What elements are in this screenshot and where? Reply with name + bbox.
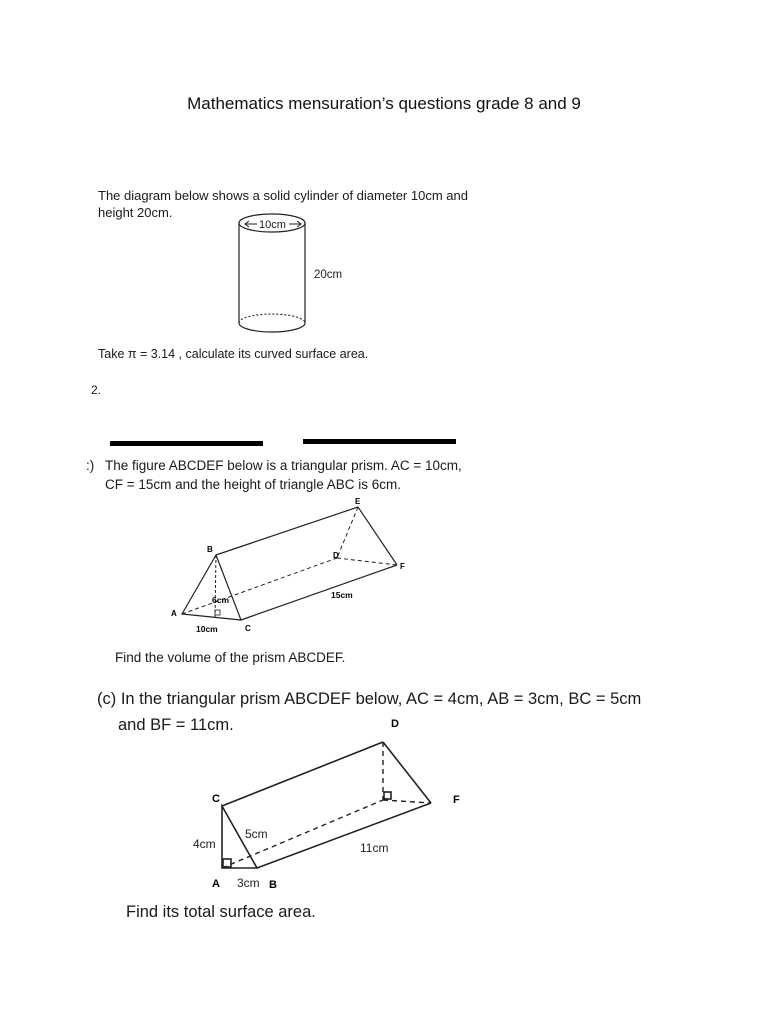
base-10cm-label: 10cm bbox=[196, 624, 218, 634]
label-c2: C bbox=[212, 793, 220, 805]
q3-text-line1: (c) In the triangular prism ABCDEF below, AC = 4cm, AB = 3cm, BC = 5cm bbox=[97, 690, 642, 708]
divider-left bbox=[110, 441, 263, 446]
triangular-prism-diagram-2 bbox=[185, 715, 475, 895]
q2-question: Find the volume of the prism ABCDEF. bbox=[115, 650, 346, 665]
height-label: 20cm bbox=[314, 269, 343, 281]
q3-text-line2: and BF = 11cm. bbox=[118, 716, 234, 734]
label-c: C bbox=[245, 624, 251, 633]
ab-3cm-label: 3cm bbox=[237, 876, 260, 890]
height-6cm-label: 6cm bbox=[212, 595, 230, 605]
label-a: A bbox=[171, 609, 177, 618]
label-b2: B bbox=[269, 879, 277, 891]
triangular-prism-diagram-1 bbox=[165, 495, 425, 640]
length-15cm-label: 15cm bbox=[331, 590, 353, 600]
q2-text-line1: The figure ABCDEF below is a triangular prism. AC = 10cm, bbox=[105, 458, 462, 473]
bf-11cm-label: 11cm bbox=[360, 841, 389, 855]
cylinder-diagram bbox=[225, 210, 375, 345]
divider-right bbox=[303, 439, 456, 444]
page-title: Mathematics mensuration’s questions grade 8 and 9 bbox=[187, 94, 581, 113]
q2-text-line2: CF = 15cm and the height of triangle ABC is 6cm. bbox=[105, 477, 402, 492]
q1-text-line1: The diagram below shows a solid cylinder of diameter 10cm and bbox=[98, 188, 468, 203]
q1-question: Take π = 3.14 , calculate its curved surface area. bbox=[98, 347, 369, 361]
q3-question: Find its total surface area. bbox=[126, 903, 316, 921]
label-e: E bbox=[355, 497, 361, 506]
ac-4cm-label: 4cm bbox=[193, 837, 216, 851]
label-f2: F bbox=[453, 794, 460, 806]
question-number-2: 2. bbox=[91, 383, 102, 397]
label-d: D bbox=[333, 551, 339, 560]
label-b: B bbox=[207, 545, 213, 554]
diameter-label: 10cm bbox=[259, 219, 286, 231]
q1-text-line2: height 20cm. bbox=[98, 205, 173, 220]
label-d2: D bbox=[391, 718, 399, 730]
q2-prefix: :) bbox=[86, 458, 95, 473]
label-a2: A bbox=[212, 878, 220, 890]
label-f: F bbox=[400, 562, 405, 571]
bc-5cm-label: 5cm bbox=[245, 827, 268, 841]
